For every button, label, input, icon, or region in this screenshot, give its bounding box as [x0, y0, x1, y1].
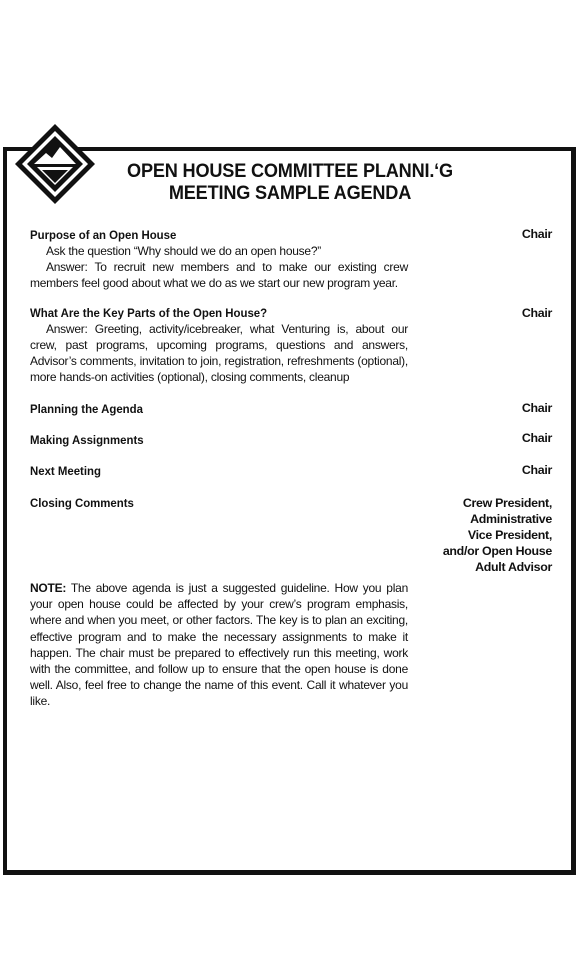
agenda-item-heading: Purpose of an Open House: [30, 228, 177, 242]
venturing-diamond-logo: [14, 123, 96, 205]
agenda-item-body: [30, 321, 408, 385]
role-line: Administrative: [470, 512, 552, 526]
role-line: Adult Advisor: [475, 560, 552, 574]
agenda-item-role: Chair: [521, 306, 552, 320]
agenda-item-assignments: [30, 432, 550, 448]
agenda-item-text: Ask the question “Why should we do an open house?”: [46, 244, 322, 258]
agenda-item-heading: Closing Comments: [30, 496, 134, 510]
page-title: [113, 160, 466, 204]
agenda-item-heading: Planning the Agenda: [30, 402, 143, 416]
note-text: The above agenda is just a suggested guideline. How you plan your open house could be affected by your crew’s program emphasis, where and when you meet, or other factors. The key is to plan an exciting, effective program and to make the necessary assignments to make it happen. The chair must be prepared to effectively run this meeting, work with the committee, and follow up to ensure that the open house is done well. Also, feel free to change the name of this event. Call it whatever you like.: [30, 581, 408, 709]
note-label: NOTE:: [30, 581, 67, 595]
agenda-item-role: Chair: [521, 401, 552, 415]
title-line-1: OPEN HOUSE COMMITTEE PLANNI.ʻG: [127, 160, 453, 182]
agenda-item-role: Chair: [521, 431, 552, 445]
agenda-item-text: Answer: Greeting, activity/icebreaker, what Venturing is, about our crew, past programs, upcoming programs, questions and answers, Advisor’s comments, invitation to join, registration, refreshments (optional), more hands-on activities (optional), closing comments, cleanup: [30, 322, 408, 384]
agenda-item-role: Chair: [521, 227, 552, 241]
agenda-item-heading: Making Assignments: [30, 433, 144, 447]
title-line-2: MEETING SAMPLE AGENDA: [168, 182, 412, 204]
agenda-item-text: Answer: To recruit new members and to make our existing crew members feel good about what we do as we start our new program year.: [30, 260, 408, 290]
agenda-item-purpose: [30, 227, 550, 291]
role-line: and/or Open House: [442, 544, 552, 558]
role-line: Vice President,: [467, 528, 552, 542]
agenda-item-heading: What Are the Key Parts of the Open House?: [30, 306, 268, 320]
role-line: Crew President,: [462, 496, 552, 510]
agenda-item-body: [30, 243, 408, 291]
agenda-item-role-multiline: [443, 495, 552, 575]
agenda-item-next-meeting: [30, 463, 550, 479]
agenda-item-heading: Next Meeting: [30, 464, 101, 478]
agenda-item-planning: [30, 401, 550, 417]
note-paragraph: [30, 580, 408, 710]
agenda-item-key-parts: [30, 305, 550, 385]
agenda-item-role: Chair: [521, 463, 552, 477]
